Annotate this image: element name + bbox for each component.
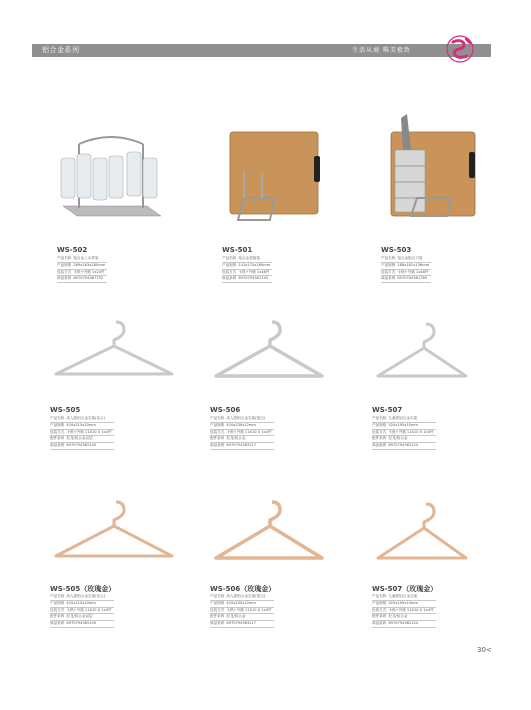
spec-row: 配件条码 尼龙/铝合金 bbox=[210, 436, 274, 443]
spec-table bbox=[50, 594, 114, 628]
spec-row: 产品名称 成人款铝合金衣架(实心) bbox=[50, 416, 114, 422]
hanger-rose-gold-image bbox=[210, 498, 328, 568]
spec-row: 商品条码 6970794362100 bbox=[50, 443, 114, 450]
spec-table bbox=[57, 256, 107, 283]
spec-table bbox=[210, 594, 274, 628]
spec-row: 产品名称 成人款铝合金衣架(实心) bbox=[50, 594, 114, 600]
spec-row: 产品规格 141x170x160mm bbox=[222, 262, 272, 269]
page-number: 30< bbox=[477, 646, 492, 654]
spec-row: 商品条码 6970794361769 bbox=[381, 276, 431, 283]
cutting-board-rack-image bbox=[222, 128, 324, 226]
product-model: WS-506 bbox=[210, 406, 241, 414]
spec-row: 产品规格 320x195x10mm bbox=[372, 422, 436, 429]
spec-row: 产品规格 420x230x12mm bbox=[210, 422, 274, 429]
hanger-silver-image bbox=[210, 318, 328, 388]
spec-row: 商品条码 6970794362124 bbox=[372, 621, 436, 628]
hanger-rose-gold-image bbox=[50, 498, 178, 568]
spec-row: 包装方式 卡纸+外箱 1x48件 bbox=[222, 269, 272, 276]
product-model: WS-506（玫瑰金） bbox=[210, 585, 276, 593]
spec-row: 产品名称 成人款铝合金衣架(宽边) bbox=[210, 594, 274, 600]
cup-rack-image bbox=[57, 128, 167, 220]
spec-row: 包装方式 卡纸+外箱 11X10 X 1x4件 bbox=[372, 429, 436, 436]
header-slogan: 生活从商 唯美极致 bbox=[352, 47, 411, 54]
spec-row: 包装方式 卡纸+外箱 11X10 X 1x4件 bbox=[372, 607, 436, 614]
spec-row: 产品名称 铝合金八头杯架 bbox=[57, 256, 107, 262]
spec-row: 商品条码 6970794361745 bbox=[222, 276, 272, 283]
spec-row: 产品名称 铝合金菜板架 bbox=[222, 256, 272, 262]
spec-row: 配件条码 尼龙/铝合金 bbox=[210, 614, 274, 621]
spec-row: 包装方式 卡纸+外箱 1x48件 bbox=[381, 269, 431, 276]
spec-row: 商品条码 6970794367752 bbox=[57, 276, 107, 283]
header-bar bbox=[32, 44, 491, 57]
knife-rack-image bbox=[381, 110, 481, 226]
product-model: WS-507（玫瑰金） bbox=[372, 585, 438, 593]
spec-row: 产品规格 188x161x136mm bbox=[381, 262, 431, 269]
spec-table bbox=[381, 256, 431, 283]
spec-row: 产品规格 420x215x10mm bbox=[50, 422, 114, 429]
spec-row: 包装方式 卡纸+外箱 11X10 X 1x4件 bbox=[210, 607, 274, 614]
hanger-silver-image bbox=[372, 320, 472, 388]
spec-table bbox=[372, 416, 436, 450]
product-model: WS-505（玫瑰金） bbox=[50, 585, 116, 593]
spec-row: 产品名称 成人款铝合金衣架(宽边) bbox=[210, 416, 274, 422]
spec-table bbox=[210, 416, 274, 450]
brand-logo-icon bbox=[443, 33, 479, 65]
spec-row: 产品规格 269x163x180mm bbox=[57, 262, 107, 269]
spec-row: 产品名称 儿童款铝合金衣架 bbox=[372, 594, 436, 600]
spec-row: 商品条码 6970794362124 bbox=[372, 443, 436, 450]
spec-table bbox=[372, 594, 436, 628]
spec-table bbox=[222, 256, 272, 283]
hanger-rose-gold-image bbox=[372, 500, 472, 568]
section-title: 铝合金系列 bbox=[42, 46, 80, 54]
spec-row: 商品条码 6970794363117 bbox=[210, 443, 274, 450]
spec-row: 产品规格 320x195x10mm bbox=[372, 600, 436, 607]
spec-row: 产品规格 420x230x12mm bbox=[210, 600, 274, 607]
spec-row: 包装方式 卡纸+外箱 1x24件 bbox=[57, 269, 107, 276]
product-model: WS-503 bbox=[381, 246, 412, 254]
product-model: WS-501 bbox=[222, 246, 253, 254]
spec-row: 包装方式 卡纸+外箱 11X10 X 1x4件 bbox=[50, 429, 114, 436]
product-model: WS-505 bbox=[50, 406, 81, 414]
spec-row: 包装方式 卡纸+外箱 11X10 X 1x4件 bbox=[210, 429, 274, 436]
hanger-silver-image bbox=[50, 318, 178, 388]
spec-row: 商品条码 6970794363117 bbox=[210, 621, 274, 628]
spec-row: 配件条码 尼龙/铝合金双层 bbox=[50, 614, 114, 621]
spec-row: 配件条码 尼龙/铝合金 bbox=[372, 614, 436, 621]
spec-row: 包装方式 卡纸+外箱 11X10 X 1x4件 bbox=[50, 607, 114, 614]
spec-row: 商品条码 6970794362100 bbox=[50, 621, 114, 628]
spec-row: 产品规格 420x215x10mm bbox=[50, 600, 114, 607]
spec-row: 产品名称 铝合金组合刀架 bbox=[381, 256, 431, 262]
spec-row: 产品名称 儿童款铝合金衣架 bbox=[372, 416, 436, 422]
product-model: WS-502 bbox=[57, 246, 88, 254]
spec-row: 配件条码 尼龙/铝合金 bbox=[372, 436, 436, 443]
spec-row: 配件条码 尼龙/铝合金双层 bbox=[50, 436, 114, 443]
spec-table bbox=[50, 416, 114, 450]
product-model: WS-507 bbox=[372, 406, 403, 414]
